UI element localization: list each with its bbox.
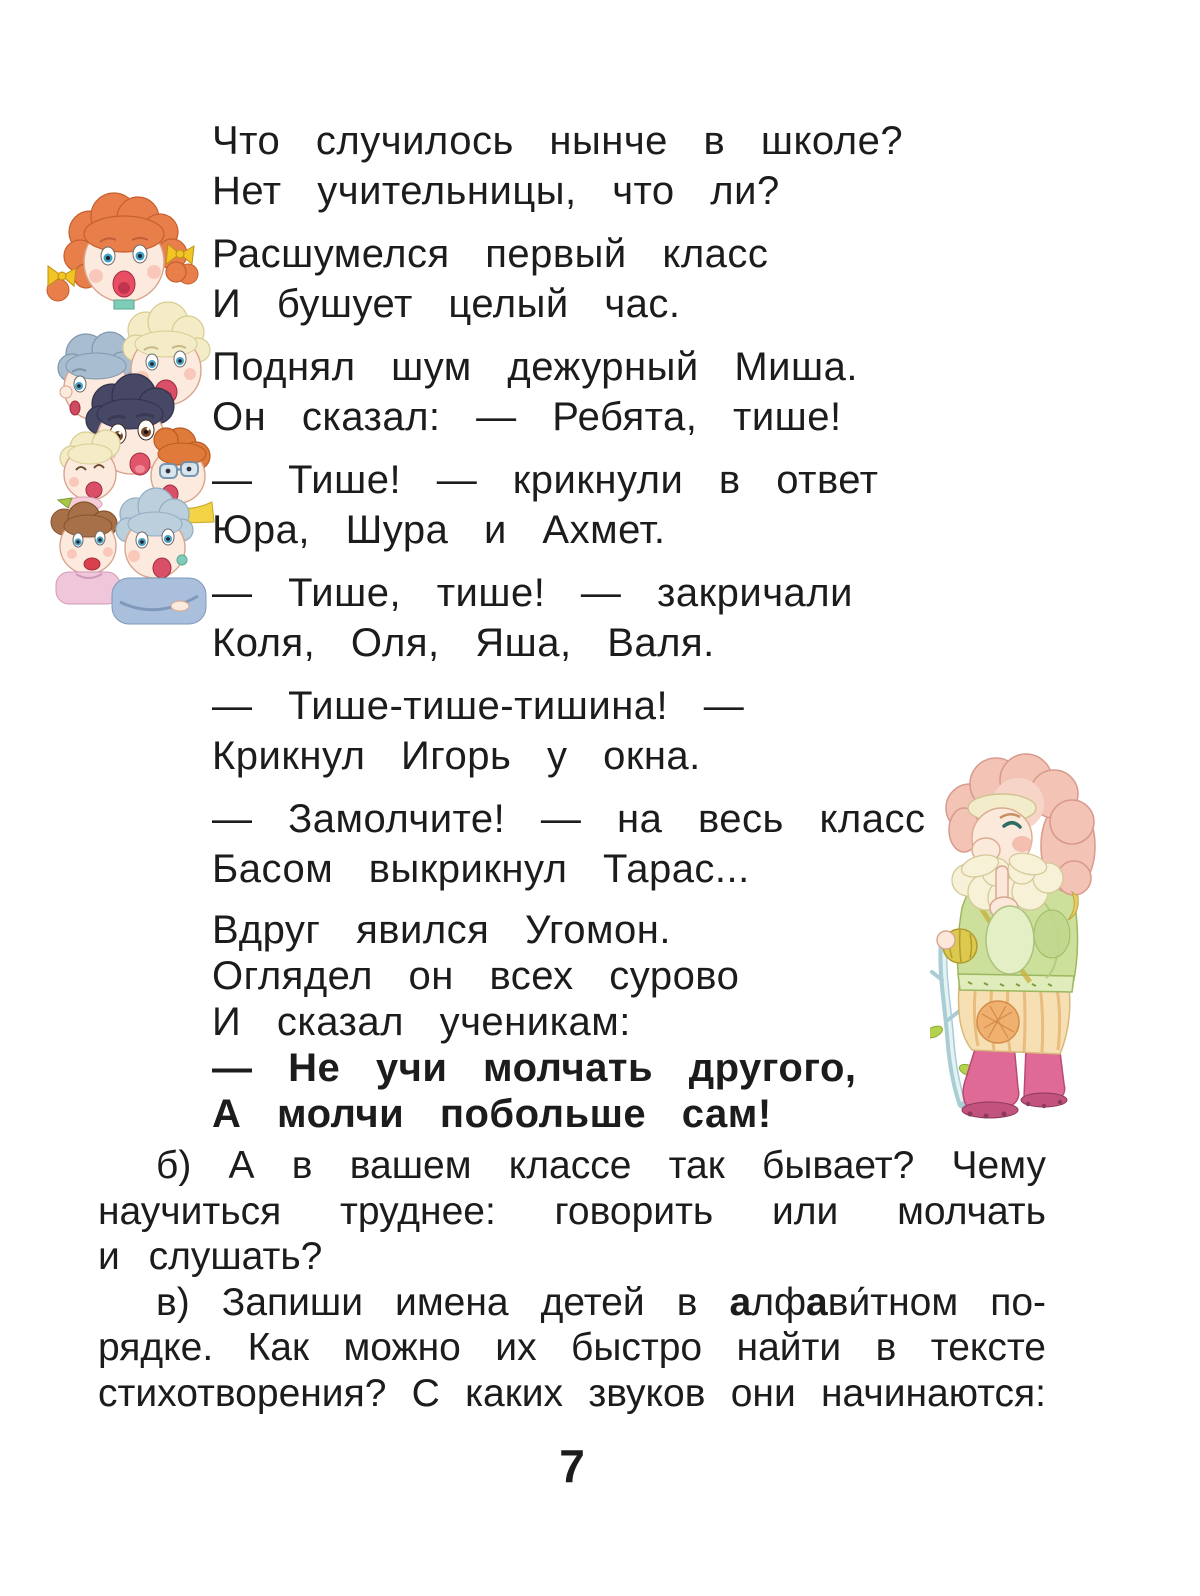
task-v bbox=[98, 1280, 1046, 1417]
poem-stanza bbox=[212, 342, 952, 442]
tasks-block bbox=[98, 1143, 1046, 1416]
task-b bbox=[98, 1143, 1046, 1280]
poem-line-bold: — Не учи молчать другого, bbox=[212, 1046, 857, 1090]
poem-line: Он сказал: — Ребята, тише! bbox=[212, 395, 842, 439]
hand-on-staff bbox=[937, 931, 955, 949]
task-line: б) А в вашем классе так бывает? Чему bbox=[156, 1144, 1046, 1187]
children-faces-illustration bbox=[28, 180, 220, 628]
girl-orange-hair bbox=[47, 193, 198, 309]
poem-stanza bbox=[212, 681, 952, 781]
task-text: лф bbox=[751, 1280, 807, 1324]
poem-stanza bbox=[212, 907, 952, 1137]
sleeve bbox=[986, 906, 1034, 974]
page-number: 7 bbox=[559, 1440, 585, 1492]
poem-line-bold: А молчи побольше сам! bbox=[212, 1092, 772, 1136]
poem-line: И бушует целый час. bbox=[212, 282, 681, 326]
task-text-bold: а bbox=[806, 1280, 828, 1324]
task-text: в) Запиши имена детей в bbox=[156, 1280, 730, 1324]
poem-line: Басом выкрикнул Тарас... bbox=[212, 847, 750, 891]
poem-stanza bbox=[212, 455, 952, 555]
poem-line: Расшумелся первый класс bbox=[212, 232, 769, 276]
task-line: стихотворения? С каких звуков они начинаются: bbox=[98, 1371, 1046, 1415]
poem-line: — Тише, тише! — закричали bbox=[212, 571, 853, 615]
poem-stanza bbox=[212, 794, 952, 894]
poem-line: Поднял шум дежурный Миша. bbox=[212, 345, 858, 389]
poem-text-block bbox=[212, 116, 952, 1150]
ugomon-illustration bbox=[930, 750, 1102, 1135]
boots bbox=[962, 1044, 1067, 1119]
poem-stanza bbox=[212, 116, 952, 216]
poem-line: Оглядел он всех сурово bbox=[212, 954, 740, 998]
task-line bbox=[98, 1280, 1046, 1326]
poem-stanza bbox=[212, 568, 952, 668]
poem-line: Нет учительницы, что ли? bbox=[212, 169, 780, 213]
girl-brown-hair bbox=[51, 498, 120, 604]
task-line: научиться труднее: говорить или молчать bbox=[98, 1189, 1046, 1233]
poem-line: — Тише! — крикнули в ответ bbox=[212, 458, 879, 502]
task-text: ви́тном по- bbox=[827, 1280, 1046, 1324]
poem-line: И сказал ученикам: bbox=[212, 1000, 631, 1044]
task-line: рядке. Как можно их быстро найти в тексте bbox=[98, 1326, 1046, 1369]
task-text-bold: а bbox=[729, 1280, 752, 1324]
poem-line: — Замолчите! — на весь класс bbox=[212, 797, 926, 841]
poem-line: Что случилось нынче в школе? bbox=[212, 119, 904, 163]
poem-line: Вдруг явился Угомон. bbox=[212, 908, 671, 952]
poem-line: Юра, Шура и Ахмет. bbox=[212, 508, 666, 552]
poem-stanza bbox=[212, 229, 952, 329]
task-line: и слушать? bbox=[98, 1235, 323, 1278]
poem-line: — Тише-тише-тишина! — bbox=[212, 684, 745, 728]
poem-line: Крикнул Игорь у окна. bbox=[212, 734, 701, 778]
poem-line: Коля, Оля, Яша, Валя. bbox=[212, 621, 715, 665]
